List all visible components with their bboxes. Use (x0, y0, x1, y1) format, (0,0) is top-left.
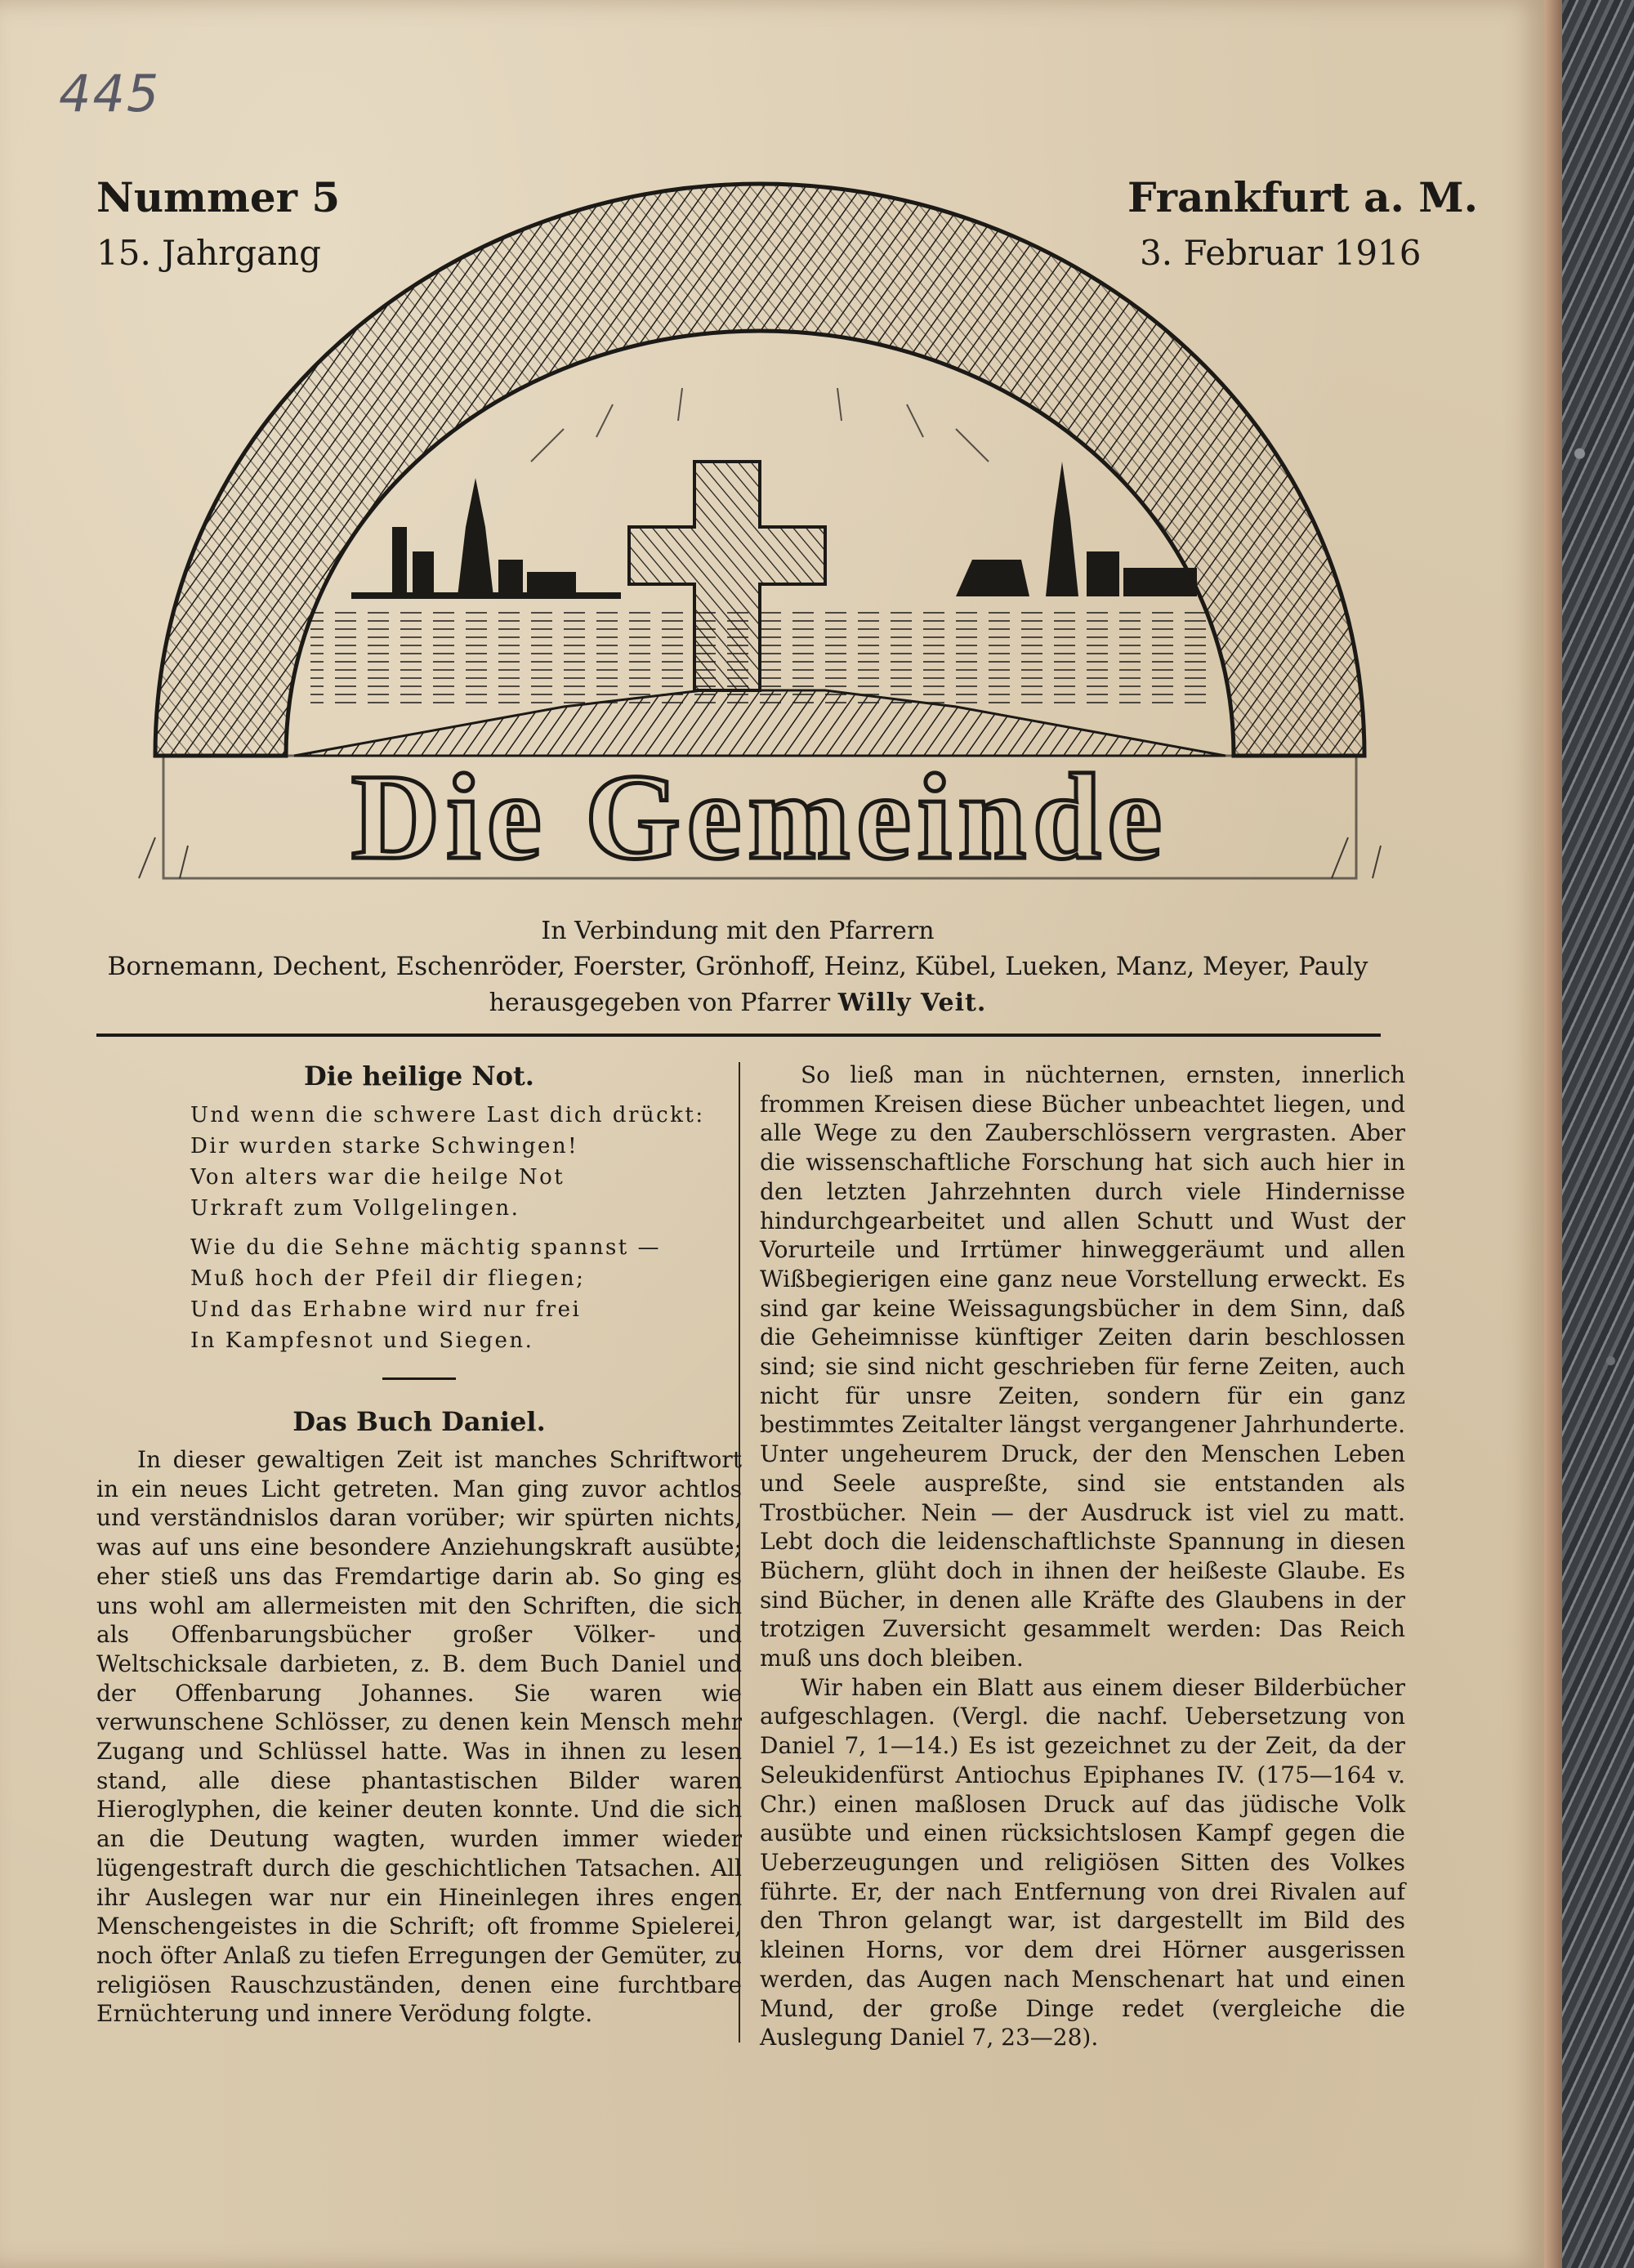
masthead-illustration (106, 167, 1413, 886)
left-column (96, 1060, 742, 2029)
credits-editor-name: Willy Veit. (837, 989, 987, 1017)
article-paragraph-2: So ließ man in nüchternen, ernsten, innerlich frommen Kreisen diese Bücher unbeachtet liegen, und alle Wege zu den Zauberschlössern vergrasten. Aber die wissenschaftliche Forschung hat sich auch hier in den letzten Jahrzehnten durch viele Hindernisse hindurchgearbeitet und allen Schutt und Wust der Vorurteile und Irrtümer hinweggeräumt und allen Wißbegierigen eine ganz neue Vorstellung erweckt. Es sind gar keine Weissagungsbücher in dem Sinn, daß die Geheimnisse künftiger Zeiten darin beschlossen sind; sie sind nicht geschrieben für ferne Zeiten, auch nicht für unsre Zeiten, sondern für ein ganz bestimmtes Zeitalter längst vergangener Jahrhunderte. Unter ungeheurem Druck, der den Menschen Leben und Seele auspreßte, sind sie entstanden als Trostbücher. Nein — der Ausdruck ist viel zu matt. Lebt doch die leidenschaftlichste Spannung in diesen Büchern, glüht doch in ihnen der heißeste Glaube. Es sind Bücher, in denen alle Kräfte des Glaubens in der trotzigen Zuversicht gesammelt werden: Das Reich muß uns doch bleiben. (760, 1061, 1405, 1672)
poem-title: Die heilige Not. (304, 1060, 534, 1092)
issue-city: Frankfurt a. M. (1127, 173, 1479, 221)
poem-line: Muß hoch der Pfeil dir fliegen; (190, 1266, 586, 1291)
article-paragraph-1: In dieser gewaltigen Zeit ist manches Schriftwort in ein neues Licht getreten. Man ging zuvor achtlos und verständnislos daran vorüber; wir spürten nichts, was auf uns eine besondere Anziehungskraft ausübte; eher stieß uns das Fremdartige darin ab. So ging es uns wohl am allermeisten mit den Schriften, die sich als Offenbarungsbücher großer Völker- und Weltschicksale darbieten, z. B. dem Buch Daniel und der Offenbarung Johannes. Sie waren wie verwunschene Schlösser, zu denen kein Mensch mehr Zugang und Schlüssel hatte. Was in ihnen zu lesen stand, alle diese phantastischen Bilder waren Hieroglyphen, die keiner deuten konnte. Und die sich an die Deutung wagten, wurden immer wieder lügengestraft durch die geschichtlichen Tatsachen. All ihr Auslegen war nur ein Hineinlegen ihres engen Menschengeistes in die Schrift; oft fromme Spielerei, noch öfter Anlaß zu tiefen Erregungen der Gemüter, zu religiösen Rauschzuständen, denen eine furchtbare Ernüchterung und innere Verödung folgte. (96, 1446, 742, 2028)
poem-line: Dir wurden starke Schwingen! (190, 1134, 579, 1159)
poem-stanza-1 (190, 1100, 742, 1224)
book-cover-edge (1556, 0, 1634, 2268)
credits-editor-line (96, 989, 1379, 1017)
poem-line: Von alters war die heilge Not (190, 1165, 565, 1190)
article-paragraph-3: Wir haben ein Blatt aus einem dieser Bilderbücher aufgeschlagen. (Vergl. die nachf. Uebersetzung von Daniel 7, 1—14.) Es ist gezeichnet zu der Zeit, da der Seleukidenfürst Antiochus Epiphanes IV. (175—164 v. Chr.) einen maßlosen Druck auf das jüdische Volk ausübte und einen rücksichtslosen Kampf gegen die Ueberzeugungen und religiösen Sitten des Volkes führte. Er, der nach Entfernung von drei Rivalen auf den Thron gelangt war, ist dargestellt im Bild des kleinen Horns, vor dem drei Hörner ausgerissen werden, das Augen nach Menschenart hat und einen Mund, der große Dinge redet (vergleiche die Auslegung Daniel 7, 23—28). (760, 1673, 1405, 2051)
section-divider (382, 1377, 456, 1380)
issue-volume: 15. Jahrgang (96, 233, 322, 273)
poem-line: Urkraft zum Vollgelingen. (190, 1196, 520, 1221)
article-title: Das Buch Daniel. (292, 1406, 546, 1437)
masthead-title: Die Gemeinde (351, 749, 1168, 885)
poem-line: In Kampfesnot und Siegen. (190, 1328, 534, 1353)
credits-editor-prefix: herausgegeben von Pfarrer (489, 989, 831, 1017)
archive-number: 445 (59, 64, 161, 123)
credits-pastors: Bornemann, Dechent, Eschenröder, Foerster, Grönhoff, Heinz, Kübel, Lueken, Manz, Meyer, Pauly (107, 952, 1368, 981)
right-column (760, 1060, 1405, 2052)
issue-number: Nummer 5 (96, 173, 341, 221)
poem-line: Und das Erhabne wird nur frei (190, 1297, 582, 1322)
poem (190, 1100, 742, 1356)
issue-date: 3. Februar 1916 (1140, 233, 1422, 273)
credits-line-1: In Verbindung mit den Pfarrern (541, 917, 935, 945)
poem-line: Und wenn die schwere Last dich drückt: (190, 1103, 705, 1127)
poem-stanza-2 (190, 1232, 742, 1356)
poem-line: Wie du die Sehne mächtig spannst — (190, 1235, 662, 1260)
header-rule (96, 1034, 1381, 1037)
